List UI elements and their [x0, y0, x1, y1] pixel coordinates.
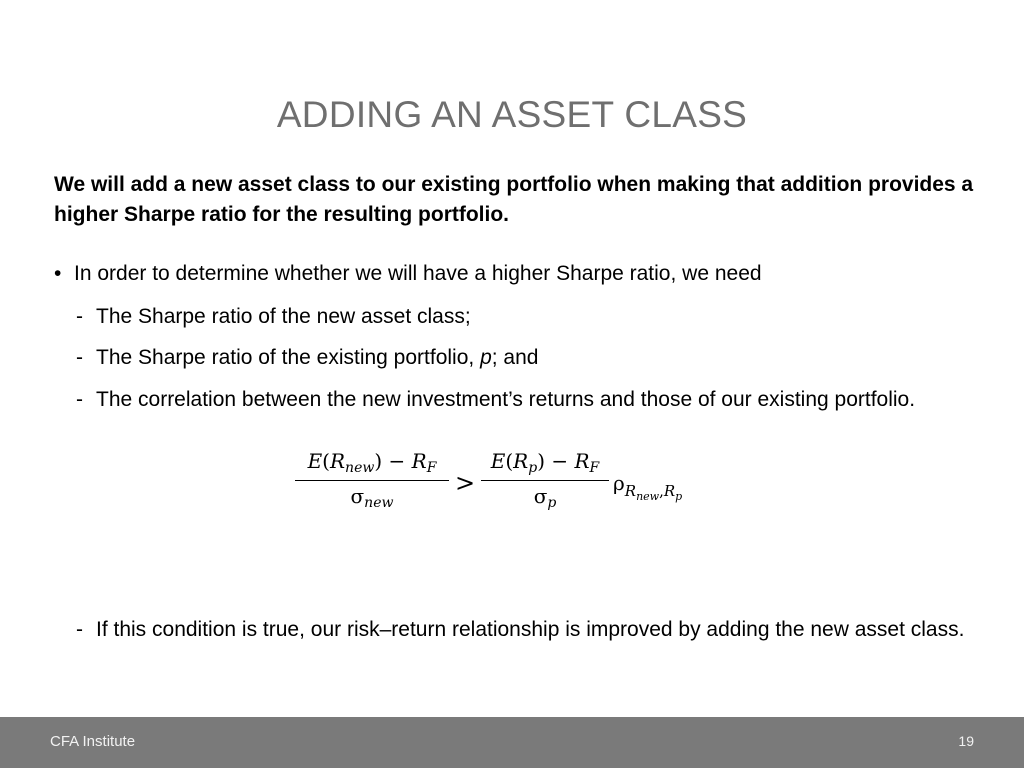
slide-title: ADDING AN ASSET CLASS — [276, 94, 748, 135]
dash-marker: - — [76, 618, 83, 641]
fraction-bar — [481, 480, 609, 481]
portfolio-symbol: p — [480, 346, 492, 369]
intro-statement: We will add a new asset class to our existing portfolio when making that addition provides a higher Sharpe ratio for the resulting portfolio. — [54, 173, 974, 226]
footer-bar — [0, 717, 1024, 768]
right-numerator: $E(R_p) - R_F$ — [490, 449, 600, 476]
sharpe-condition-formula — [293, 447, 713, 523]
fraction-bar — [295, 480, 449, 481]
sub-item-text: The correlation between the new investment’s returns and those of our existing portfolio. — [96, 388, 916, 411]
right-denominator: $\sigma_p$ — [533, 484, 557, 511]
bullet-text: In order to determine whether we will have a higher Sharpe ratio, we need — [74, 262, 762, 285]
page-number: 19 — [958, 733, 974, 749]
sub-item-text — [96, 343, 966, 373]
dash-marker: - — [76, 305, 83, 328]
brand-name: CFA Institute — [50, 733, 136, 750]
sub-item-text: If this condition is true, our risk–return relationship is improved by adding the new asset class. — [96, 618, 965, 641]
dash-marker: - — [76, 346, 83, 369]
sub-item-text: The Sharpe ratio of the new asset class; — [96, 305, 471, 328]
right-fraction — [481, 449, 609, 511]
greater-than-operator: > — [455, 469, 476, 497]
left-numerator: $E(R_{new}) - R_F$ — [307, 449, 437, 476]
correlation-term: $\rho_{R_{new},R_p}$ — [613, 471, 683, 503]
left-fraction — [295, 449, 449, 511]
sub-item-text-after: ; and — [491, 346, 539, 369]
bullet-marker: • — [54, 262, 62, 285]
sub-item-text-before: The Sharpe ratio of the existing portfolio, — [96, 346, 481, 369]
left-denominator: $\sigma_{new}$ — [350, 484, 394, 511]
dash-marker: - — [76, 388, 83, 411]
